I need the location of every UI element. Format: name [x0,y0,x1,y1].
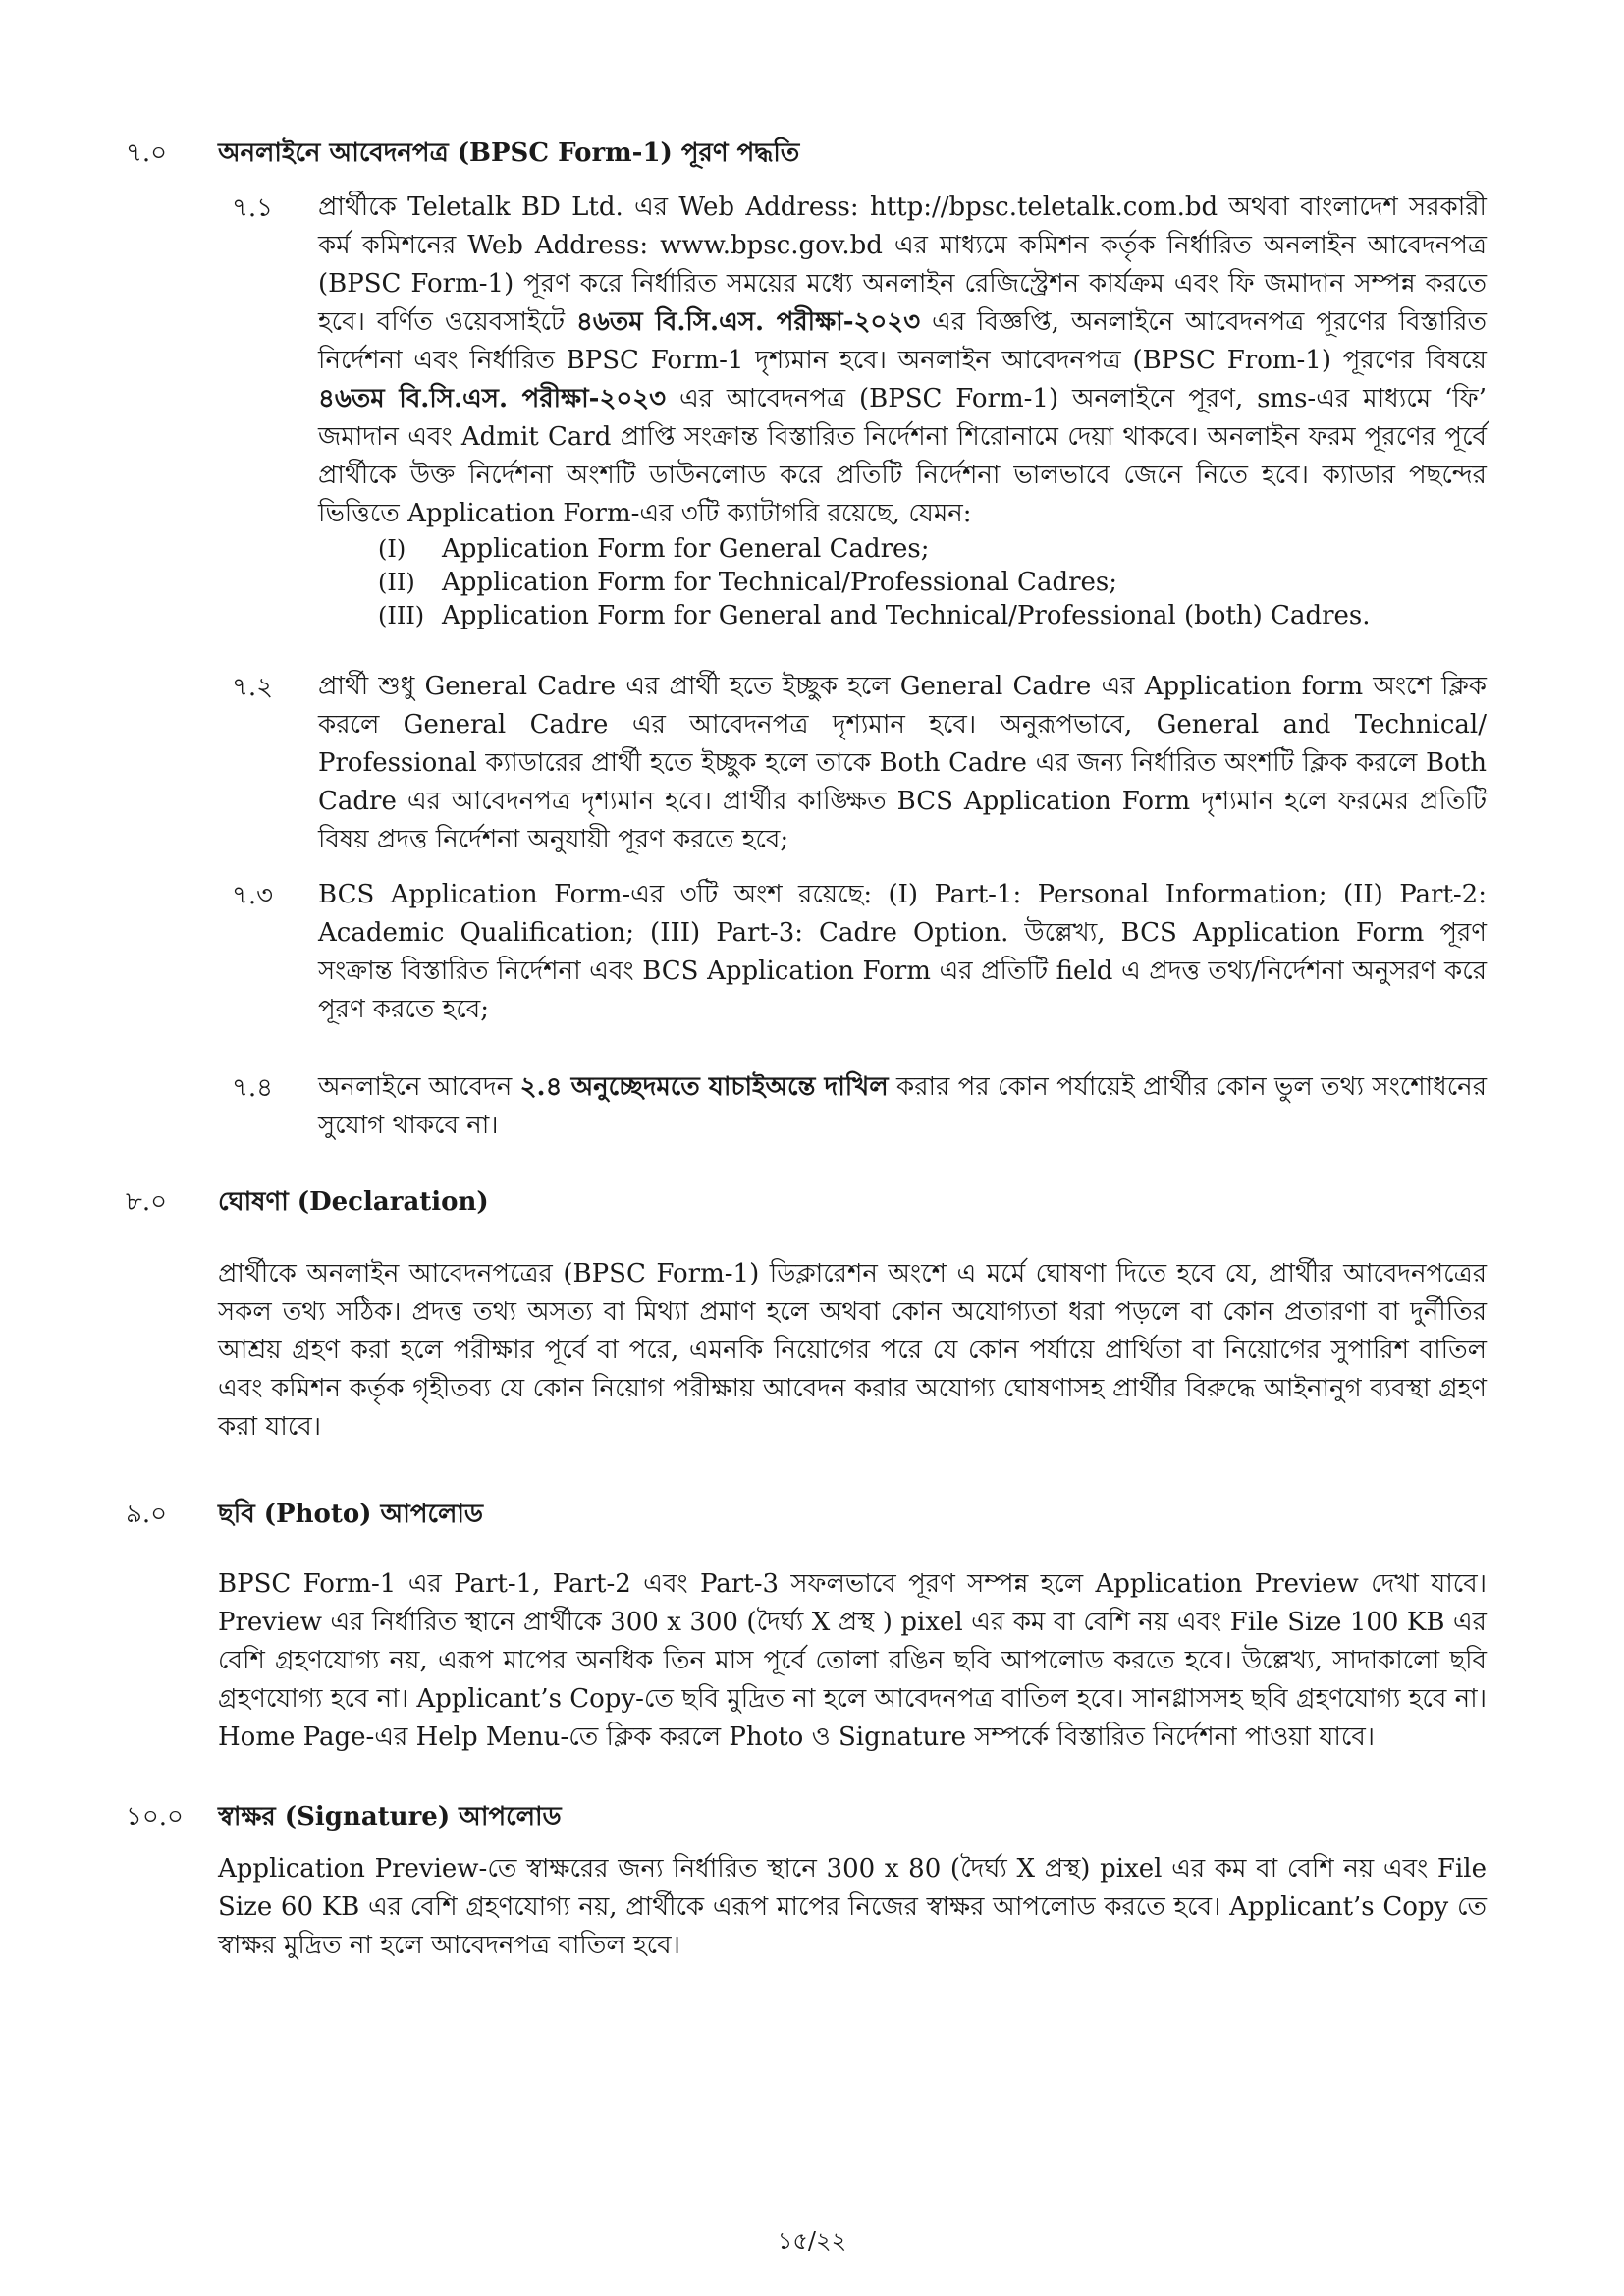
list-item-number: (II) [378,569,415,596]
section-heading: ছবি (Photo) আপলোড [218,1500,483,1529]
section-paragraph: Application Preview-তে স্বাক্ষরের জন্য নির্ধারিত স্থানে 300 x 80 (দৈর্ঘ্য X প্রস্থ) pixel এর কম বা বেশি নয় এবং File Size 60 KB এর বেশি গ্রহণযোগ্য নয়, প্রার্থীকে এরূপ মাপের নিজের স্বাক্ষর আপলোড করতে হবে। Applicant’s Copy তে স্বাক্ষর মুদ্রিত না হলে আবেদনপত্র বাতিল হবে। [218,1854,1487,1960]
list-item: Application Form for Technical/Professional Cadres; [442,568,1118,597]
list-item: Application Form for General and Technical/Professional (both) Cadres. [442,601,1371,630]
highlight-text: ৪৬তম বি.সি.এস. পরীক্ষা-২০২৩ [318,384,667,413]
section-heading: ঘোষণা (Declaration) [218,1187,489,1217]
section-paragraph: প্রার্থীকে অনলাইন আবেদনপত্রের (BPSC Form-1) ডিক্লারেশন অংশে এ মর্মে ঘোষণা দিতে হবে যে, প্রার্থীর আবেদনপত্রের সকল তথ্য সঠিক। প্রদত্ত তথ্য অসত্য বা মিথ্যা প্রমাণ হলে অথবা কোন অযোগ্যতা ধরা পড়লে বা কোন প্রতারণা বা দুর্নীতির আশ্রয় গ্রহণ করা হলে পরীক্ষার পূর্বে বা পরে, এমনকি নিয়োগের পরে যে কোন পর্যায়ে প্রার্থিতা বা নিয়োগের সুপারিশ বাতিল এবং কমিশন কর্তৃক গৃহীতব্য যে কোন নিয়োগ পরীক্ষায় আবেদন করার অযোগ্য ঘোষণাসহ প্রার্থীর বিরুদ্ধে আইনানুগ ব্যবস্থা গ্রহণ করা যাবে। [218,1259,1487,1442]
section-heading: স্বাক্ষর (Signature) আপলোড [218,1802,562,1831]
highlight-text: ৪৬তম বি.সি.এস. পরীক্ষা-২০২৩ [575,307,921,337]
subsection-number: ৭.২ [232,673,274,702]
section-number: ৯.০ [126,1500,168,1529]
subsection-number: ৭.৪ [232,1073,274,1103]
list-item-number: (I) [378,535,406,563]
page-number: ১৫/২২ [777,2227,847,2255]
section-number: ১০.০ [126,1802,184,1831]
subsection-paragraph: প্রার্থী শুধু General Cadre এর প্রার্থী হতে ইচ্ছুক হলে General Cadre এর Application form অংশে ক্লিক করলে General Cadre এর আবেদনপত্র দৃশ্যমান হবে। অনুরূপভাবে, General and Technical/ Professional ক্যাডারের প্রার্থী হতে ইচ্ছুক হলে তাকে Both Cadre এর জন্য নির্ধারিত অংশটি ক্লিক করলে Both Cadre এর আবেদনপত্র দৃশ্যমান হবে। প্রার্থীর কাঙ্ক্ষিত BCS Application Form দৃশ্যমান হলে ফরমের প্রতিটি বিষয় প্রদত্ত নির্দেশনা অনুযায়ী পূরণ করতে হবে; [318,672,1487,854]
highlight-text: ২.৪ অনুচ্ছেদমতে যাচাইঅন্তে দাখিল [519,1072,889,1102]
list-item: Application Form for General Cadres; [442,534,930,564]
subsection-paragraph: BCS Application Form-এর ৩টি অংশ রয়েছে: (I) Part-1: Personal Information; (II) Part-2: Academic Qualification; (III) Part-3: Cadre Option. উল্লেখ্য, BCS Application Form পূরণ সংক্রান্ত বিস্তারিত নির্দেশনা এবং BCS Application Form এর প্রতিটি field এ প্রদত্ত তথ্য/নির্দেশনা অনুসরণ করে পূরণ করতে হবে; [318,880,1487,1024]
section-paragraph: BPSC Form-1 এর Part-1, Part-2 এবং Part-3 সফলভাবে পূরণ সম্পন্ন হলে Application Preview দেখা যাবে। Preview এর নির্ধারিত স্থানে প্রার্থীকে 300 x 300 (দৈর্ঘ্য X প্রস্থ ) pixel এর কম বা বেশি নয় এবং File Size 100 KB এর বেশি গ্রহণযোগ্য নয়, এরূপ মাপের অনধিক তিন মাস পূর্বে তোলা রঙিন ছবি আপলোড করতে হবে। উল্লেখ্য, সাদাকালো ছবি গ্রহণযোগ্য হবে না। Applicant’s Copy-তে ছবি মুদ্রিত না হলে আবেদনপত্র বাতিল হবে। সানগ্লাসসহ ছবি গ্রহণযোগ্য হবে না। Home Page-এর Help Menu-তে ক্লিক করলে Photo ও Signature সম্পর্কে বিস্তারিত নির্দেশনা পাওয়া যাবে। [218,1569,1487,1752]
section-number: ৭.০ [126,138,168,168]
subsection-paragraph: অনলাইনে আবেদন ২.৪ অনুচ্ছেদমতে যাচাইঅন্তে দাখিল করার পর কোন পর্যায়েই প্রার্থীর কোন ভুল তথ্য সংশোধনের সুযোগ থাকবে না। [318,1072,1488,1140]
section-number: ৮.০ [126,1187,168,1217]
subsection-paragraph: প্রার্থীকে Teletalk BD Ltd. এর Web Address: http://bpsc.teletalk.com.bd অথবা বাংলাদেশ সরকারী কর্ম কমিশনের Web Address: www.bpsc.gov.bd এর মাধ্যমে কমিশন কর্তৃক নির্ধারিত অনলাইন আবেদনপত্র (BPSC Form-1) পূরণ করে নির্ধারিত সময়ের মধ্যে অনলাইন রেজিস্ট্রেশন কার্যক্রম এবং ফি জমাদান সম্পন্ন করতে হবে। বর্ণিত ওয়েবসাইটে ৪৬তম বি.সি.এস. পরীক্ষা-২০২৩ এর বিজ্ঞপ্তি, অনলাইনে আবেদনপত্র পূরণের বিস্তারিত নির্দেশনা এবং নির্ধারিত BPSC Form-1 দৃশ্যমান হবে। অনলাইন আবেদনপত্র (BPSC From-1) পূরণের বিষয়ে ৪৬তম বি.সি.এস. পরীক্ষা-২০২৩ এর আবেদনপত্র (BPSC Form-1) অনলাইনে পূরণ, sms-এর মাধ্যমে ‘ফি’ জমাদান এবং Admit Card প্রাপ্তি সংক্রান্ত বিস্তারিত নির্দেশনা শিরোনামে দেয়া থাকবে। অনলাইন ফরম পূরণের পূর্বে প্রার্থীকে উক্ত নির্দেশনা অংশটি ডাউনলোড করে প্রতিটি নির্দেশনা ভালভাবে জেনে নিতে হবে। ক্যাডার পছন্দের ভিত্তিতে Application Form-এর ৩টি ক্যাটাগরি রয়েছে, যেমন: [318,192,1487,528]
subsection-number: ৭.৩ [232,881,274,910]
list-item-number: (III) [378,602,425,629]
subsection-number: ৭.১ [232,193,274,223]
section-heading: অনলাইনে আবেদনপত্র (BPSC Form-1) পূরণ পদ্ধতি [218,138,800,168]
